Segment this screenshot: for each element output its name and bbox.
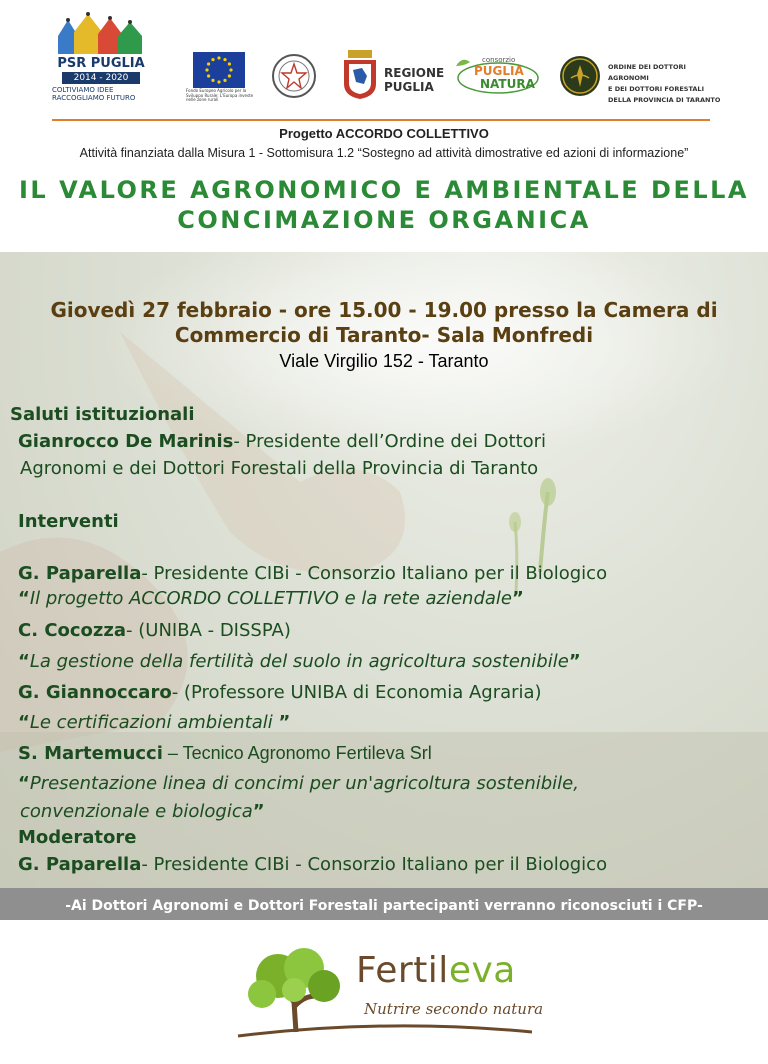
speaker-3-role: - (Professore UNIBA di Economia Agraria) xyxy=(171,682,542,703)
event-date-place xyxy=(0,298,768,348)
psr-tagline-1: COLTIVIAMO IDEE xyxy=(52,86,114,94)
fertileva-brand xyxy=(356,950,516,991)
speaker-1-name: G. Paparella xyxy=(18,563,142,584)
speaker-2-talk-title: La gestione della fertilità del suolo in agricoltura sostenibile xyxy=(29,651,569,672)
moderatore-role: - Presidente CIBi - Consorzio Italiano per il Biologico xyxy=(141,854,608,875)
speaker-4-name: S. Martemucci xyxy=(18,743,163,764)
psr-years: 2014 - 2020 xyxy=(62,72,140,84)
moderatore-name: G. Paparella xyxy=(18,854,142,875)
speaker-4-talk xyxy=(18,773,579,794)
quote-open: “ xyxy=(18,712,30,733)
brand-fertil: Fertil xyxy=(356,950,449,991)
event-date-line-2: Commercio di Taranto- Sala Monfredi xyxy=(174,323,594,347)
quote-open: “ xyxy=(18,588,30,609)
speaker-1-role: - Presidente CIBi - Consorzio Italiano per il Biologico xyxy=(141,563,608,584)
event-date-line-1: Giovedì 27 febbraio - ore 15.00 - 19.00 presso la Camera di xyxy=(50,298,718,322)
saluti-heading: Saluti istituzionali xyxy=(10,404,195,425)
regione-word: REGIONE xyxy=(384,66,445,80)
psr-tagline xyxy=(52,86,150,102)
event-title-line-2: CONCIMAZIONE ORGANICA xyxy=(177,206,591,234)
speaker-3-talk-title: Le certificazioni ambientali xyxy=(29,712,279,733)
speaker-3-name: G. Giannoccaro xyxy=(18,682,172,703)
event-address: Viale Virgilio 152 - Taranto xyxy=(279,351,489,371)
speaker-4 xyxy=(18,743,432,764)
eu-caption: Fondo Europeo Agricolo per lo Sviluppo Rurale: L'Europa investe nelle zone rurali xyxy=(186,88,254,102)
quote-close: ” xyxy=(278,712,291,733)
quote-open: “ xyxy=(18,651,30,672)
quote-close: ” xyxy=(511,588,524,609)
project-name: Progetto ACCORDO COLLETTIVO xyxy=(279,126,489,141)
event-title xyxy=(0,175,768,235)
ordine-line-3: DELLA PROVINCIA DI TARANTO xyxy=(608,96,721,104)
saluti-speaker-role: - Presidente dell’Ordine dei Dottori xyxy=(233,431,547,452)
ordine-line-1: ORDINE DEI DOTTORI AGRONOMI xyxy=(608,63,686,82)
fertileva-slogan: Nutrire secondo natura xyxy=(364,1000,544,1018)
speaker-1 xyxy=(18,563,607,584)
speaker-3-talk xyxy=(18,712,290,733)
brand-swoosh-icon xyxy=(236,1014,536,1040)
saluti-speaker xyxy=(18,431,546,452)
ordine-text xyxy=(608,62,728,106)
speaker-4-talk-cont xyxy=(20,801,265,822)
moderatore-heading: Moderatore xyxy=(18,827,137,848)
psr-tagline-2: RACCOGLIAMO FUTURO xyxy=(52,94,136,102)
consorzio-puglia: PUGLIA xyxy=(474,64,524,78)
speaker-4-role: – Tecnico Agronomo Fertileva Srl xyxy=(162,743,432,763)
italian-emblem-icon xyxy=(270,52,318,100)
speaker-1-talk-title: Il progetto ACCORDO COLLETTIVO e la rete aziendale xyxy=(29,588,512,609)
psr-houses-icon xyxy=(52,12,150,56)
quote-close: ” xyxy=(252,801,265,822)
header-divider xyxy=(52,119,710,121)
puglia-word: PUGLIA xyxy=(384,80,434,94)
ordine-agronomi-seal-icon xyxy=(560,56,600,96)
speaker-4-talk-title-2: convenzionale e biologica xyxy=(20,801,253,822)
project-activity: Attività finanziata dalla Misura 1 - Sottomisura 1.2 “Sostegno ad attività dimostrative ed azioni di informazione” xyxy=(79,146,689,160)
moderatore xyxy=(18,854,607,875)
quote-close: ” xyxy=(568,651,581,672)
eu-flag-icon xyxy=(193,52,245,88)
speaker-2 xyxy=(18,620,291,641)
cfp-notice: -Ai Dottori Agronomi e Dottori Forestali partecipanti verranno riconosciuti i CFP- xyxy=(65,898,703,914)
speaker-2-talk xyxy=(18,651,581,672)
speaker-1-talk xyxy=(18,588,524,609)
consorzio-label: consorzio xyxy=(482,56,516,64)
psr-puglia-logo xyxy=(52,12,150,102)
speaker-2-role: - (UNIBA - DISSPA) xyxy=(126,620,291,641)
interventi-heading: Interventi xyxy=(18,511,119,532)
quote-open: “ xyxy=(18,773,30,794)
regione-puglia-text xyxy=(384,66,444,94)
brand-eva: eva xyxy=(448,950,516,991)
speaker-2-name: C. Cocozza xyxy=(18,620,127,641)
regione-puglia-crest-icon xyxy=(342,50,378,100)
psr-title: PSR PUGLIA xyxy=(57,56,145,71)
speaker-3 xyxy=(18,682,542,703)
ordine-line-2: E DEI DOTTORI FORESTALI xyxy=(608,85,704,93)
event-title-line-1: IL VALORE AGRONOMICO E AMBIENTALE DELLA xyxy=(18,176,749,204)
consorzio-natura: NATURA xyxy=(480,77,535,91)
speaker-4-talk-title: Presentazione linea di concimi per un'agricoltura sostenibile, xyxy=(29,773,579,794)
saluti-speaker-name: Gianrocco De Marinis xyxy=(18,431,234,452)
saluti-speaker-role-2: Agronomi e dei Dottori Forestali della Provincia di Taranto xyxy=(20,458,539,479)
consorzio-puglia-natura-logo xyxy=(452,52,542,98)
